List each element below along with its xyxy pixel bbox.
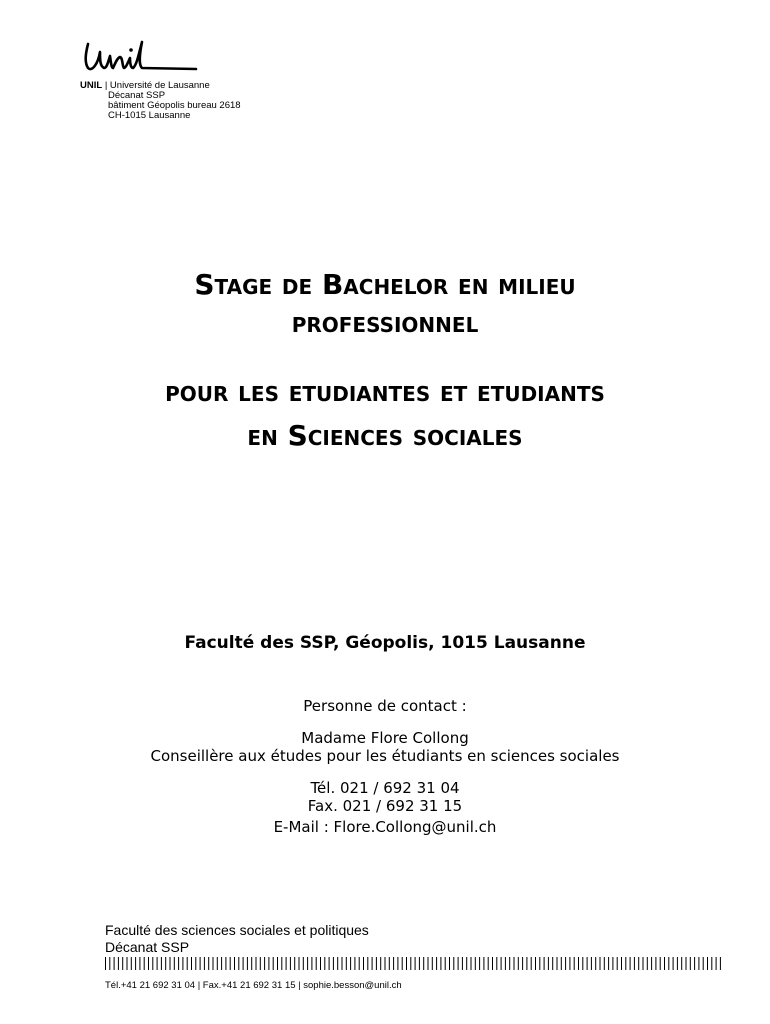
contact-role: Conseillère aux études pour les étudiants en sciences sociales: [150, 747, 620, 765]
title-line-1: Stage de Bachelor en milieu: [194, 268, 576, 301]
address-block: [108, 91, 241, 121]
unil-logo: [80, 38, 200, 80]
contact-label: Personne de contact :: [303, 697, 467, 715]
title-line-2: professionnel: [291, 306, 479, 339]
subtitle-line-1: pour les etudiantes et etudiants: [165, 375, 605, 408]
address-line: Décanat SSP: [108, 90, 166, 101]
footer-decanat: Décanat SSP: [105, 939, 190, 955]
footer-faculty: Faculté des sciences sociales et politiques: [105, 922, 369, 938]
letterhead: [80, 38, 280, 121]
contact-name: Madame Flore Collong: [301, 729, 469, 747]
footer-contact-line: Tél.+41 21 692 31 04 | Fax.+41 21 692 31 15 | sophie.besson@unil.ch: [105, 980, 402, 991]
faculty-line: Faculté des SSP, Géopolis, 1015 Lausanne: [184, 633, 586, 653]
subtitle-line-2: en Sciences sociales: [247, 419, 523, 452]
university-name: Université de Lausanne: [109, 80, 210, 91]
contact-email[interactable]: E-Mail : Flore.Collong@unil.ch: [273, 818, 497, 836]
footer: [105, 922, 369, 956]
address-line: bâtiment Géopolis bureau 2618: [108, 100, 241, 111]
unil-word: UNIL: [80, 80, 103, 91]
separator: |: [104, 80, 110, 91]
contact-tel: Tél. 021 / 692 31 04: [310, 779, 460, 797]
address-line: CH-1015 Lausanne: [108, 110, 191, 121]
contact-fax: Fax. 021 / 692 31 15: [307, 797, 463, 815]
footer-barcode: [105, 957, 725, 970]
